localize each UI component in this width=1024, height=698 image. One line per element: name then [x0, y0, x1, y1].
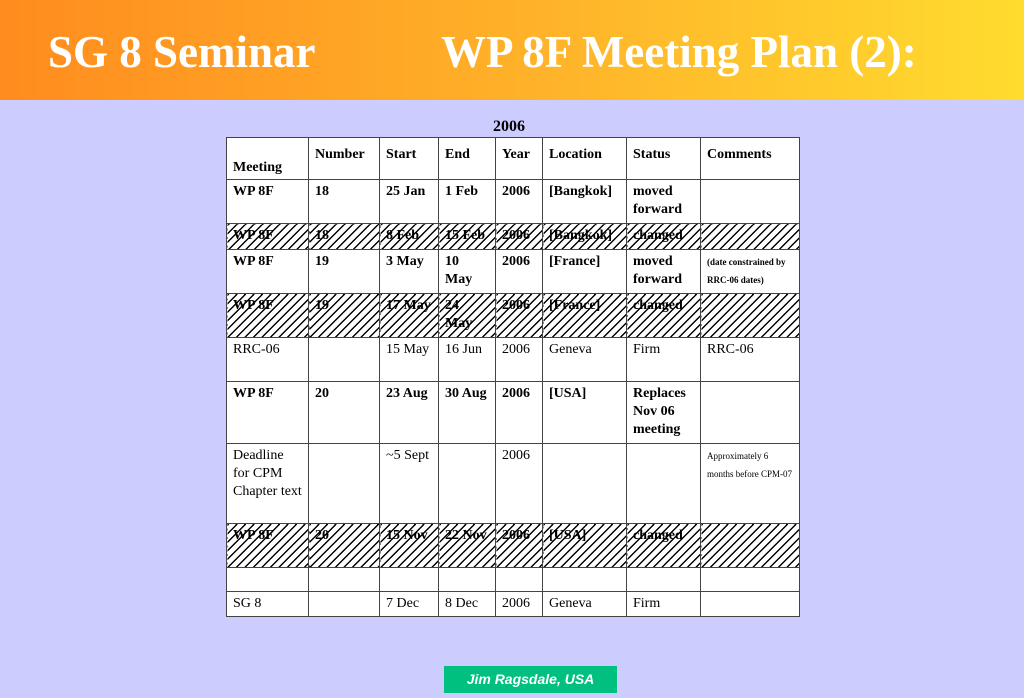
- column-header-number: Number: [309, 138, 380, 180]
- cell-year: 2006: [496, 444, 543, 524]
- seminar-title: SG 8 Seminar: [48, 27, 316, 77]
- cell-end: 22 Nov: [439, 524, 496, 568]
- cell-meeting: WP 8F: [227, 250, 309, 294]
- cell-comments: [701, 224, 800, 250]
- cell-year: [496, 568, 543, 592]
- cell-meeting: WP 8F: [227, 294, 309, 338]
- cell-comments: [701, 382, 800, 444]
- table-row: [227, 382, 800, 444]
- column-header-start: Start: [380, 138, 439, 180]
- slide-title: WP 8F Meeting Plan (2):: [441, 27, 917, 77]
- cell-status: changed: [627, 524, 701, 568]
- cell-meeting: WP 8F: [227, 524, 309, 568]
- cell-comments: [701, 568, 800, 592]
- cell-year: 2006: [496, 250, 543, 294]
- cell-start: 15 Nov: [380, 524, 439, 568]
- cell-meeting: SG 8: [227, 592, 309, 617]
- cell-location: Geneva: [543, 592, 627, 617]
- cell-status: moved forward: [627, 250, 701, 294]
- cell-meeting: Deadline for CPM Chapter text: [227, 444, 309, 524]
- cell-status: [627, 444, 701, 524]
- cell-status: Firm: [627, 338, 701, 382]
- cell-status: changed: [627, 294, 701, 338]
- cell-start: 17 May: [380, 294, 439, 338]
- column-header-location: Location: [543, 138, 627, 180]
- column-header-status: Status: [627, 138, 701, 180]
- cell-end: 16 Jun: [439, 338, 496, 382]
- cell-number: 19: [309, 250, 380, 294]
- cell-start: 8 Feb: [380, 224, 439, 250]
- cell-status: moved forward: [627, 180, 701, 224]
- cell-status: changed: [627, 224, 701, 250]
- cell-status: Firm: [627, 592, 701, 617]
- cell-meeting: WP 8F: [227, 180, 309, 224]
- cell-comments: (date constrained by RRC-06 dates): [701, 250, 800, 294]
- table-row: [227, 180, 800, 224]
- cell-end: [439, 444, 496, 524]
- table-row: [227, 592, 800, 617]
- cell-status: Replaces Nov 06 meeting: [627, 382, 701, 444]
- cell-comments: Approximately 6 months before CPM-07: [701, 444, 800, 524]
- cell-comments: [701, 180, 800, 224]
- table-row-empty: [227, 568, 800, 592]
- cell-comments: [701, 524, 800, 568]
- column-header-year: Year: [496, 138, 543, 180]
- cell-location: [USA]: [543, 524, 627, 568]
- cell-meeting: WP 8F: [227, 382, 309, 444]
- cell-number: 20: [309, 524, 380, 568]
- cell-end: 24 May: [439, 294, 496, 338]
- cell-end: 8 Dec: [439, 592, 496, 617]
- cell-meeting: [227, 568, 309, 592]
- table-row-cancelled: [227, 224, 800, 250]
- cell-location: [543, 444, 627, 524]
- cell-start: 7 Dec: [380, 592, 439, 617]
- table-row: [227, 338, 800, 382]
- meeting-plan-table: [226, 137, 800, 617]
- cell-location: [USA]: [543, 382, 627, 444]
- cell-end: 30 Aug: [439, 382, 496, 444]
- cell-end: 10 May: [439, 250, 496, 294]
- column-header-end: End: [439, 138, 496, 180]
- title-banner: [0, 0, 1024, 100]
- cell-year: 2006: [496, 382, 543, 444]
- cell-number: [309, 592, 380, 617]
- cell-start: 25 Jan: [380, 180, 439, 224]
- cell-location: Geneva: [543, 338, 627, 382]
- cell-location: [France]: [543, 294, 627, 338]
- cell-meeting: WP 8F: [227, 224, 309, 250]
- cell-end: [439, 568, 496, 592]
- cell-comments: [701, 294, 800, 338]
- column-header-meeting: Meeting: [227, 138, 309, 180]
- table-header-row: [227, 138, 800, 180]
- cell-end: 1 Feb: [439, 180, 496, 224]
- cell-start: ~5 Sept: [380, 444, 439, 524]
- table-row-cancelled: [227, 524, 800, 568]
- cell-number: 20: [309, 382, 380, 444]
- cell-comments: [701, 592, 800, 617]
- table-caption: 2006: [493, 118, 525, 135]
- cell-number: [309, 338, 380, 382]
- cell-year: 2006: [496, 592, 543, 617]
- cell-meeting: RRC-06: [227, 338, 309, 382]
- cell-status: [627, 568, 701, 592]
- cell-location: [Bangkok]: [543, 224, 627, 250]
- cell-year: 2006: [496, 180, 543, 224]
- cell-start: [380, 568, 439, 592]
- cell-comments: RRC-06: [701, 338, 800, 382]
- cell-year: 2006: [496, 294, 543, 338]
- cell-number: [309, 568, 380, 592]
- cell-location: [France]: [543, 250, 627, 294]
- cell-location: [Bangkok]: [543, 180, 627, 224]
- table-row: [227, 444, 800, 524]
- cell-number: 18: [309, 180, 380, 224]
- table-row-cancelled: [227, 294, 800, 338]
- cell-number: 19: [309, 294, 380, 338]
- column-header-comments: Comments: [701, 138, 800, 180]
- author-footer: Jim Ragsdale, USA: [444, 666, 617, 693]
- cell-number: [309, 444, 380, 524]
- table-row: [227, 250, 800, 294]
- cell-year: 2006: [496, 338, 543, 382]
- cell-start: 15 May: [380, 338, 439, 382]
- cell-start: 23 Aug: [380, 382, 439, 444]
- cell-year: 2006: [496, 224, 543, 250]
- cell-number: 18: [309, 224, 380, 250]
- cell-end: 15 Feb: [439, 224, 496, 250]
- cell-start: 3 May: [380, 250, 439, 294]
- cell-year: 2006: [496, 524, 543, 568]
- cell-location: [543, 568, 627, 592]
